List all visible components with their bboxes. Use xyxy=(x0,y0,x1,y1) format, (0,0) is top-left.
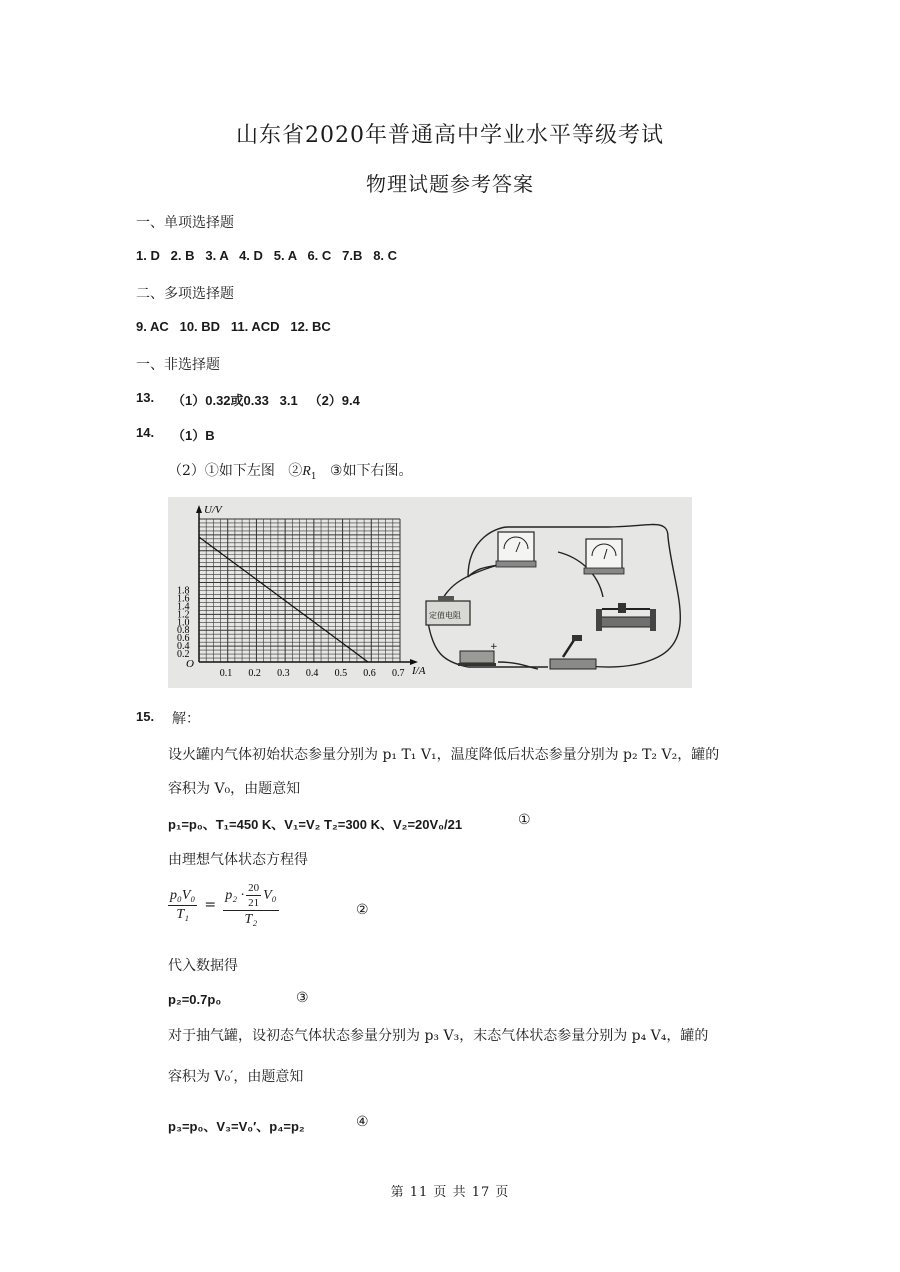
q15-eq-4: p₃=p₀、V₃=V₀′、p₄=p₂ xyxy=(168,1119,305,1134)
multi-choice-answers: 9. AC 10. BD 11. ACD 12. BC xyxy=(136,319,331,334)
x-tick-label: 0.2 xyxy=(248,668,261,679)
page-subtitle: 物理试题参考答案 xyxy=(366,172,534,196)
x-tick-label: 0.4 xyxy=(305,668,319,679)
y-tick-label: 1.0 xyxy=(177,617,190,629)
battery xyxy=(458,642,498,666)
eq2-left-denominator: T₁ xyxy=(176,906,189,922)
fixed-resistor-label: 定值电阻 xyxy=(429,611,461,620)
q14-part2-text-b: ③如下右图。 xyxy=(316,463,413,479)
fixed-resistor xyxy=(426,596,470,625)
q14-part2-answer xyxy=(168,460,412,482)
q14-part1-answer: （1）B xyxy=(172,428,215,443)
y-tick-label: 0.2 xyxy=(177,649,190,661)
y-axis-arrow xyxy=(196,505,202,513)
graph-origin-label: O xyxy=(186,658,194,670)
page-footer: 第 11 页 共 17 页 xyxy=(390,1185,510,1200)
x-tick-label: 0.3 xyxy=(277,668,290,679)
section-single-choice-heading: 一、单项选择题 xyxy=(136,215,234,231)
graph-y-axis-label: U/V xyxy=(204,504,222,516)
circuit-wire-e xyxy=(498,662,538,669)
q14-number: 14. xyxy=(136,425,155,440)
eq2-inner-bottom: 21 xyxy=(248,897,260,909)
single-choice-answers: 1. D 2. B 3. A 4. D 5. A 6. C 7.B 8. C xyxy=(136,248,398,263)
y-tick-label: 1.6 xyxy=(177,593,190,605)
q15-para-5: 对于抽气罐，设初态气体状态参量分别为 p₃ V₃，末态气体状态参量分别为 p₄ V₄，罐的 xyxy=(168,1028,709,1044)
ammeter-1 xyxy=(584,539,624,574)
eq2-left-fraction xyxy=(168,888,197,923)
q15-eq-4-mark: ④ xyxy=(356,1114,369,1130)
eq2-right-fraction xyxy=(223,882,278,928)
graph-grid xyxy=(199,519,400,662)
y-tick-label: 0.4 xyxy=(177,641,190,653)
q14-figure xyxy=(168,497,692,688)
q15-para-6: 容积为 V₀′，由题意知 xyxy=(168,1069,304,1085)
q15-para-4: 代入数据得 xyxy=(168,958,238,974)
x-tick-label: 0.1 xyxy=(219,668,233,679)
eq2-right-denominator: T₂ xyxy=(244,912,258,927)
q13-number: 13. xyxy=(136,390,155,405)
q14-part2-text-a: （2）①如下左图 ② xyxy=(168,463,303,479)
eq2-right-num-post: V₀ xyxy=(263,887,277,903)
graph-x-ticks xyxy=(220,668,405,679)
q15-eq-3-mark: ③ xyxy=(296,990,309,1006)
eq2-inner-fraction xyxy=(246,882,261,909)
figure-svg xyxy=(168,497,692,688)
y-tick-label: 0.6 xyxy=(177,633,190,645)
x-tick-label: 0.7 xyxy=(392,668,405,679)
q15-eq-1-mark: ① xyxy=(518,812,531,828)
circuit-diagram xyxy=(428,525,680,670)
section-non-choice-heading: 一、非选择题 xyxy=(136,357,220,373)
svg-text:+: + xyxy=(490,642,498,652)
section-multi-choice-heading: 二、多项选择题 xyxy=(136,286,234,302)
q13-answer: （1）0.32或0.33 3.1 （2）9.4 xyxy=(172,393,360,408)
page-title: 山东省2020年普通高中学业水平等级考试 xyxy=(236,123,664,148)
y-tick-label: 1.2 xyxy=(177,609,190,621)
resistor-subscript: 1 xyxy=(310,471,317,482)
switch xyxy=(550,635,596,669)
y-tick-label: 1.8 xyxy=(177,585,190,597)
q15-eq-3: p₂=0.7p₀ xyxy=(168,992,222,1007)
y-tick-label: 0.8 xyxy=(177,625,190,637)
q15-eq-1: p₁=p₀、T₁=450 K、V₁=V₂ T₂=300 K、V₂=20V₀/21 xyxy=(168,817,463,832)
eq2-left-numerator: p₀V₀ xyxy=(168,888,197,906)
q15-number: 15. xyxy=(136,709,155,724)
x-tick-label: 0.5 xyxy=(334,668,348,679)
q15-label: 解： xyxy=(172,711,200,727)
q15-para-2: 容积为 V₀，由题意知 xyxy=(168,781,301,797)
voltmeter-1 xyxy=(496,532,536,567)
q15-para-3: 由理想气体状态方程得 xyxy=(168,852,308,868)
resistor-symbol: R xyxy=(302,464,311,479)
eq2-right-num-pre: p₂ · xyxy=(225,887,245,903)
y-tick-label: 1.4 xyxy=(177,601,190,613)
graph-x-axis-label: I/A xyxy=(412,665,426,677)
q15-para-1: 设火罐内气体初始状态参量分别为 p₁ T₁ V₁，温度降低后状态参量分别为 p₂ T₂ V₂，罐的 xyxy=(168,747,720,763)
rheostat xyxy=(596,603,656,631)
eq2-inner-top: 20 xyxy=(248,882,260,894)
graph-y-ticks xyxy=(177,586,190,661)
q15-eq-2-mark: ② xyxy=(356,902,369,918)
q15-eq-2: $\frac{\text{p₀V₀}}{\text{T₁}}$ = p₂ · $\frac{20}{21}$ V₀ T₂ xyxy=(170,882,277,927)
x-tick-label: 0.6 xyxy=(363,668,376,679)
